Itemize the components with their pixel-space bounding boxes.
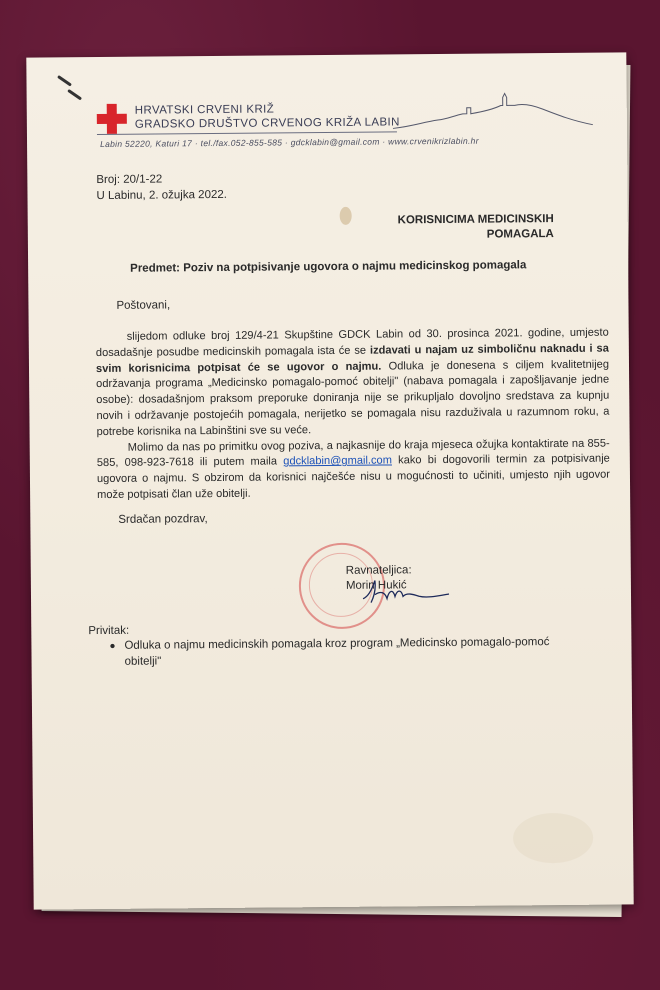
letterhead-rule: [97, 131, 397, 135]
punch-hole-mark: [67, 89, 82, 101]
red-cross-logo-icon: [97, 104, 127, 134]
paper-stain: [513, 813, 593, 864]
body-paragraph-2: Molimo da nas po primitku ovog poziva, a najkasnije do kraja mjeseca ožujka kontaktirate na 855-585, 098-923-7618 ili putem maila gdcklabin@gmail.com kako bi dogovorili termin za potpisivanje ugovora o najmu. S obzirom da korisnici najčešće nisu u mogućnosti to učiniti, umjesto njih ugovor može potpisati član uže obitelji.: [96, 437, 611, 502]
emphasis-text: izdavati u najam uz simboličnu naknadu i sa svim korisnicima potpisat će se ugovor o najmu.: [95, 342, 609, 375]
letter-body: [96, 326, 610, 504]
attachment-item: Odluka o najmu medicinskih pomagala kroz program „Medicinsko pomagalo-pomoć obitelji": [124, 636, 550, 668]
bullet-icon: ●: [109, 640, 116, 652]
signatory-title: Ravnateljica:: [345, 564, 412, 577]
paper-stain: [340, 207, 352, 225]
email-link[interactable]: gdcklabin@gmail.com: [283, 454, 392, 468]
body-paragraph-1: slijedom odluke broj 129/4-21 Skupštine GDCK Labin od 30. prosinca 2021. godine, umjesto dosadašnje posudbe medicinskih pomagala ista će se izdavati u najam uz simboličnu naknadu i sa svim korisnicima potpisat će se ugovor o najmu. Odluka je donesena s ciljem kvalitetnijeg održavanja programa „Medicinsko pomagalo-pomoć obitelji" (nabava pomagala i zapošljavanje jedne osobe): dosadašnjom praksom preporuke doniranja nije se prikupljalo dovoljno sredstava za kupnju novih i održavanje postojećih pomagala, nerijetko se pomagala nisu razduživala u razumnom roku, a potrebe korisnika na Labinštini sve su veće.: [95, 326, 610, 438]
handwritten-signature: [361, 576, 451, 607]
org-name-line2: GRADSKO DRUŠTVO CRVENOG KRIŽA LABIN: [134, 116, 400, 131]
letterhead-contact: Labin 52220, Katuri 17 · tel./fax.052-855-585 · gdcklabin@gmail.com · www.crvenikrizlabin.hr: [100, 135, 479, 149]
signatory-name: Morin Hukić: [345, 579, 407, 592]
subject-line: Predmet: Poziv na potpisivanje ugovora o najmu medicinskog pomagala: [130, 259, 527, 275]
place-date: U Labinu, 2. ožujka 2022.: [96, 188, 227, 203]
closing-salutation: Srdačan pozdrav,: [118, 513, 208, 526]
recipient-line1: KORISNICIMA MEDICINSKIH: [397, 213, 554, 227]
greeting: Poštovani,: [116, 299, 171, 312]
org-name-line1: HRVATSKI CRVENI KRIŽ: [134, 103, 275, 117]
punch-hole-mark: [57, 75, 72, 87]
document-number: Broj: 20/1-22: [96, 173, 163, 187]
attachment-label: Privitak:: [88, 624, 130, 638]
recipient-line2: POMAGALA: [486, 228, 554, 241]
town-skyline-icon: [393, 91, 593, 133]
letter-page: [26, 52, 633, 909]
